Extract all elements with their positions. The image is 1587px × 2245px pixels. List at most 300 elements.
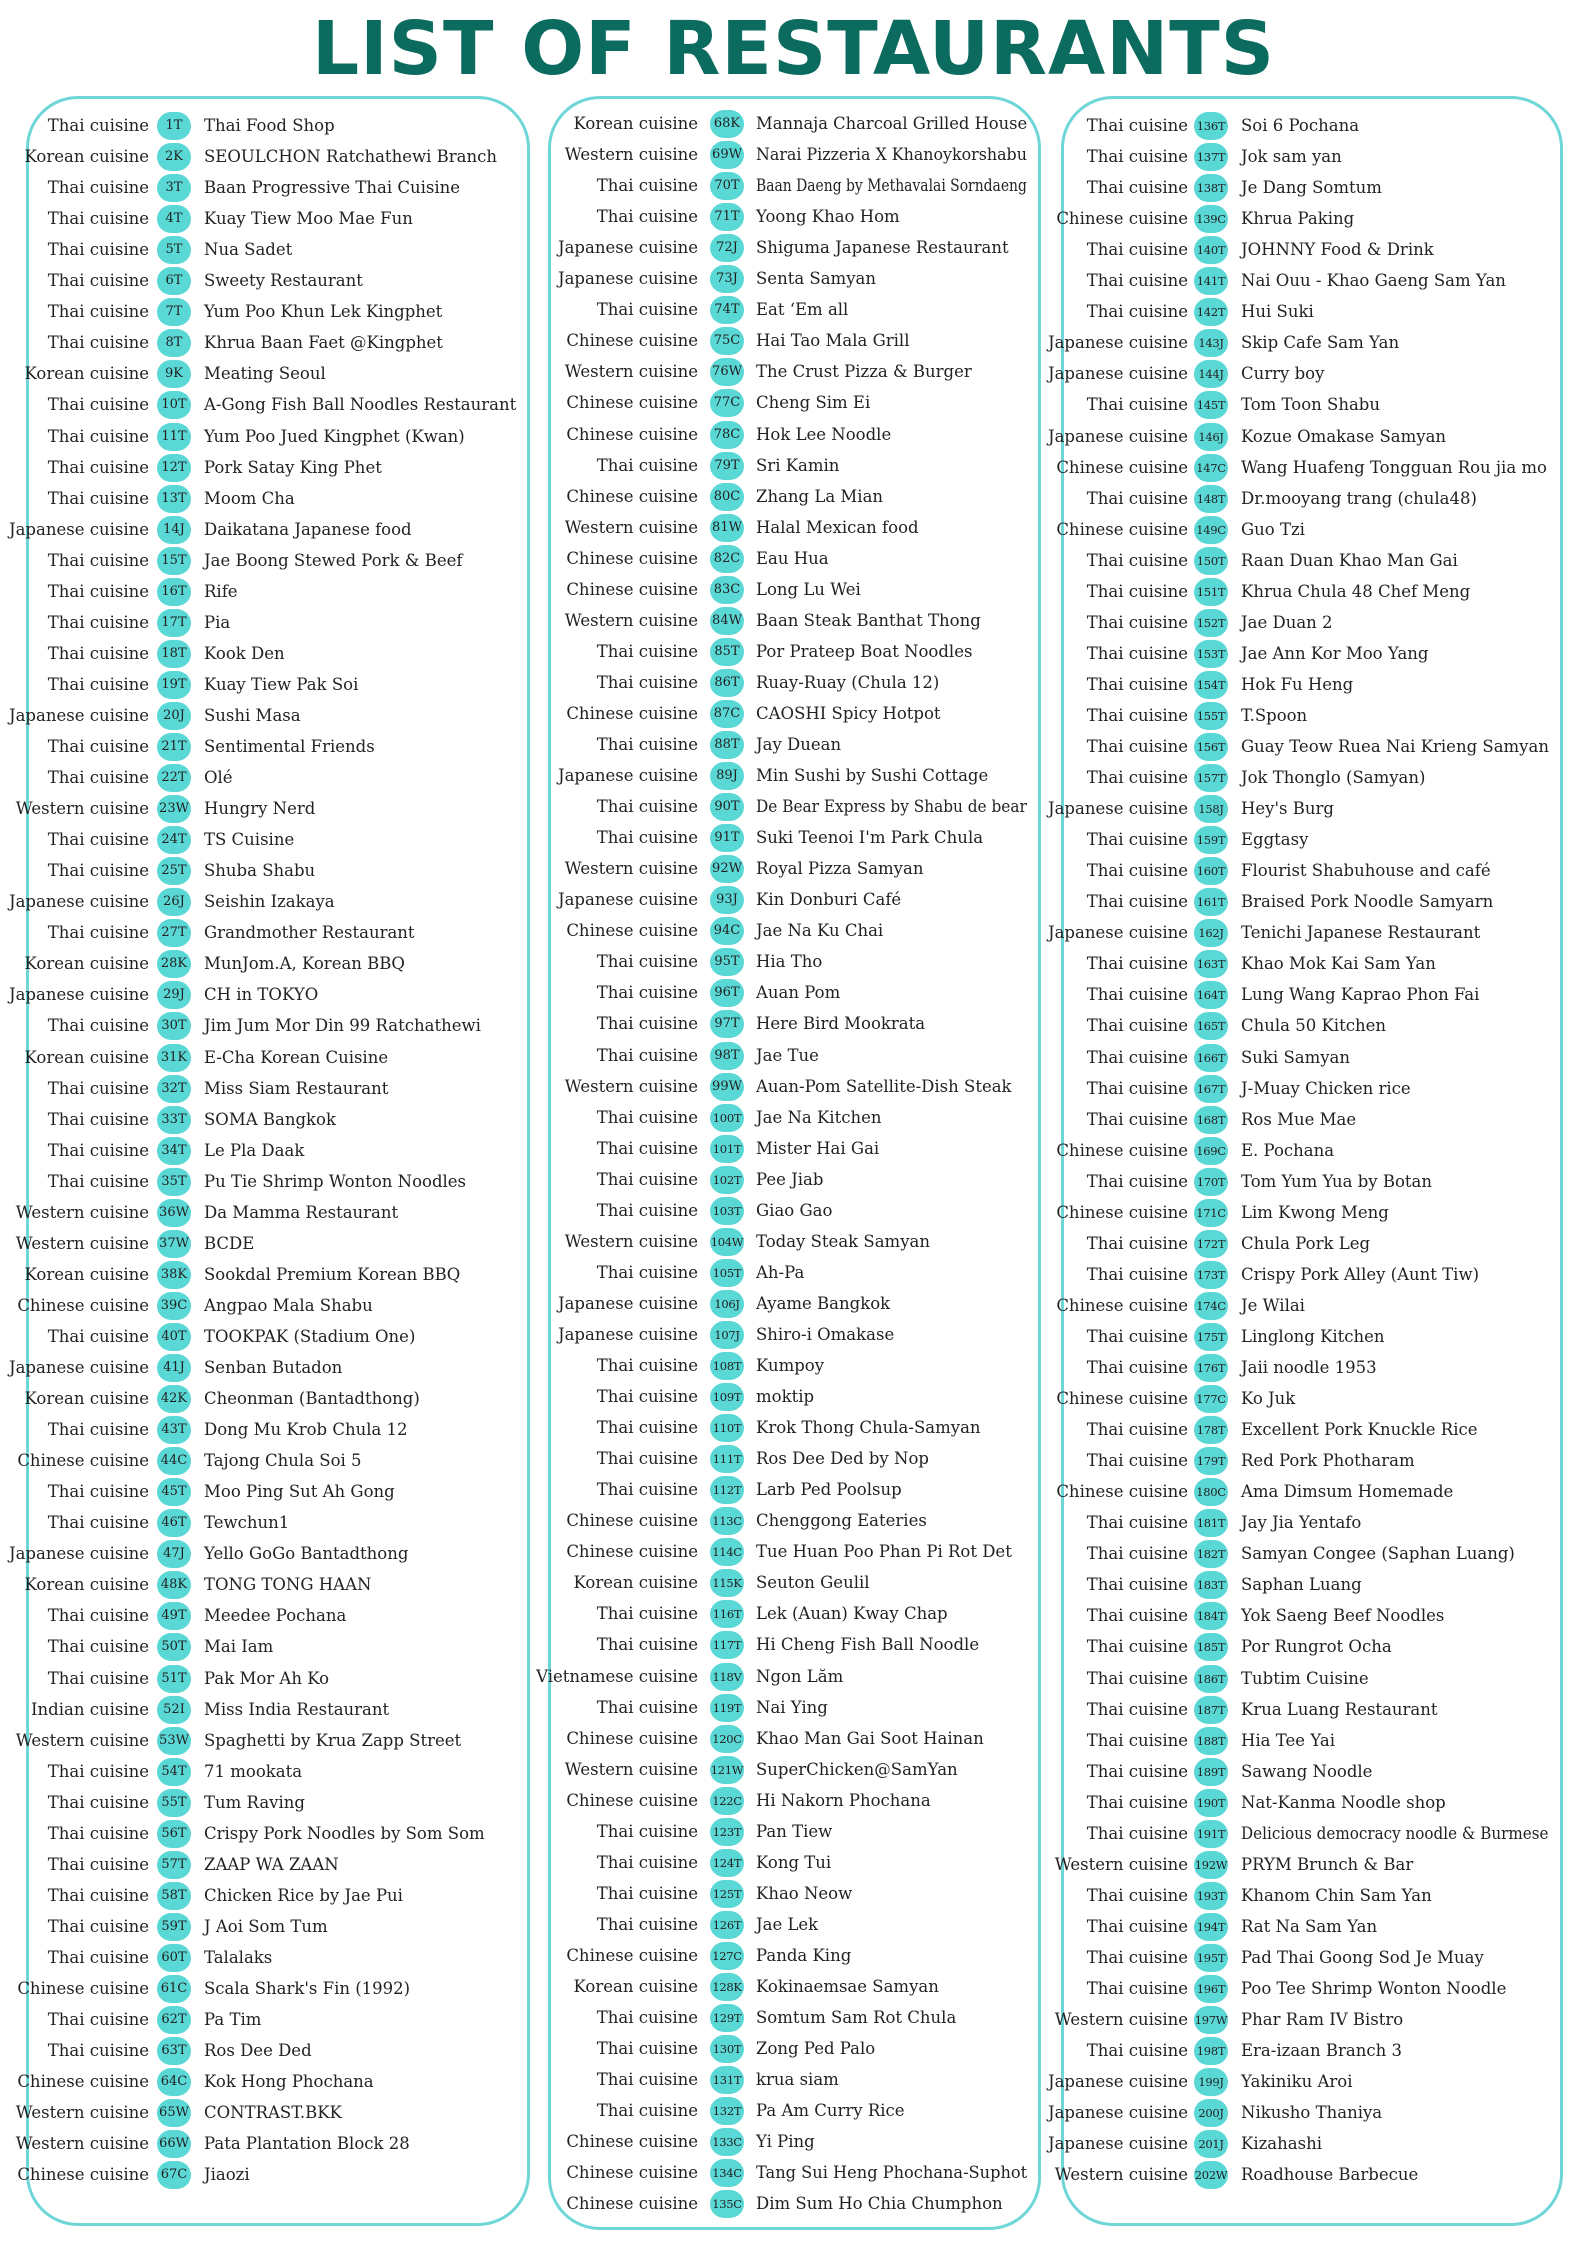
restaurant-code-badge: 38K	[157, 1261, 191, 1289]
restaurant-code-badge: 52I	[157, 1696, 191, 1724]
restaurant-name: Cheng Sim Ei	[756, 393, 871, 413]
restaurant-code-badge: 155T	[1194, 702, 1228, 730]
cuisine-label: Thai cuisine	[1086, 240, 1188, 260]
restaurant-code-badge: 152T	[1194, 609, 1228, 637]
restaurant-code-badge: 88T	[710, 731, 744, 759]
restaurant-name: Jay Jia Yentafo	[1241, 1513, 1362, 1533]
restaurant-code-badge: 76W	[710, 358, 744, 386]
restaurant-name: Tum Raving	[204, 1792, 305, 1812]
cuisine-label: Thai cuisine	[1086, 1451, 1188, 1471]
restaurant-code-badge: 91T	[710, 824, 744, 852]
restaurant-name: Pata Plantation Block 28	[204, 2134, 410, 2154]
restaurant-code-badge: 53W	[157, 1727, 191, 1755]
restaurant-code-badge: 146J	[1194, 423, 1228, 451]
restaurant-code-badge: 167T	[1194, 1075, 1228, 1103]
cuisine-label: Thai cuisine	[47, 1606, 149, 1626]
restaurant-name: Curry boy	[1241, 364, 1325, 384]
restaurant-code-badge: 161T	[1194, 888, 1228, 916]
cuisine-label: Western cuisine	[564, 1231, 698, 1251]
cuisine-label: Thai cuisine	[47, 2041, 149, 2061]
restaurant-name: Ros Mue Mae	[1241, 1109, 1357, 1129]
restaurant-code-badge: 80C	[710, 483, 744, 511]
restaurant-code-badge: 105T	[710, 1259, 744, 1287]
cuisine-label: Japanese cuisine	[1047, 364, 1188, 384]
cuisine-label: Thai cuisine	[596, 641, 698, 661]
restaurant-code-badge: 79T	[710, 452, 744, 480]
restaurant-code-badge: 173T	[1194, 1261, 1228, 1289]
cuisine-label: Thai cuisine	[1086, 1078, 1188, 1098]
restaurant-name: A-Gong Fish Ball Noodles Restaurant	[204, 395, 517, 415]
restaurant-code-badge: 108T	[710, 1352, 744, 1380]
cuisine-label: Chinese cuisine	[566, 2194, 698, 2214]
restaurant-code-badge: 196T	[1194, 1975, 1228, 2003]
cuisine-label: Japanese cuisine	[1047, 799, 1188, 819]
cuisine-label: Thai cuisine	[47, 1792, 149, 1812]
restaurant-name: Tubtim Cuisine	[1241, 1668, 1369, 1688]
restaurant-name: Auan-Pom Satellite-Dish Steak	[756, 1076, 1012, 1096]
restaurant-code-badge: 75C	[710, 327, 744, 355]
cuisine-label: Thai cuisine	[1086, 1326, 1188, 1346]
restaurant-code-badge: 153T	[1194, 640, 1228, 668]
restaurant-code-badge: 189T	[1194, 1758, 1228, 1786]
cuisine-label: Korean cuisine	[573, 1573, 698, 1593]
cuisine-label: Thai cuisine	[1086, 1823, 1188, 1843]
restaurant-code-badge: 111T	[710, 1445, 744, 1473]
restaurant-code-badge: 44C	[157, 1447, 191, 1475]
restaurant-name: Ayame Bangkok	[756, 1293, 891, 1313]
restaurant-code-badge: 147C	[1194, 454, 1228, 482]
cuisine-label: Thai cuisine	[47, 1668, 149, 1688]
cuisine-label: Korean cuisine	[24, 1047, 149, 1067]
restaurant-name: SuperChicken@SamYan	[756, 1759, 958, 1779]
cuisine-label: Chinese cuisine	[566, 424, 698, 444]
restaurant-code-badge: 127C	[710, 1942, 744, 1970]
restaurant-code-badge: 8T	[157, 329, 191, 357]
restaurant-code-badge: 26J	[157, 888, 191, 916]
cuisine-label: Thai cuisine	[596, 1169, 698, 1189]
restaurant-name: Sweety Restaurant	[204, 271, 363, 291]
restaurant-name: Ama Dimsum Homemade	[1241, 1482, 1454, 1502]
cuisine-label: Thai cuisine	[1086, 643, 1188, 663]
cuisine-label: Thai cuisine	[1086, 830, 1188, 850]
restaurant-name: Poo Tee Shrimp Wonton Noodle	[1241, 1979, 1507, 1998]
restaurant-code-badge: 181T	[1194, 1509, 1228, 1537]
cuisine-label: Japanese cuisine	[1047, 426, 1188, 446]
restaurant-code-badge: 193T	[1194, 1882, 1228, 1910]
restaurant-code-badge: 186T	[1194, 1665, 1228, 1693]
restaurant-name: Jae Duan 2	[1241, 612, 1333, 632]
restaurant-name: TONG TONG HAAN	[204, 1575, 372, 1595]
restaurant-code-badge: 184T	[1194, 1602, 1228, 1630]
cuisine-label: Thai cuisine	[47, 271, 149, 291]
cuisine-label: Japanese cuisine	[8, 985, 149, 1005]
restaurant-name: Hey's Burg	[1241, 799, 1334, 819]
restaurant-code-badge: 35T	[157, 1168, 191, 1196]
restaurant-name: Lung Wang Kaprao Phon Fai	[1241, 985, 1480, 1005]
restaurant-code-badge: 123T	[710, 1818, 744, 1846]
cuisine-label: Thai cuisine	[47, 2010, 149, 2030]
cuisine-label: Western cuisine	[564, 610, 698, 630]
restaurant-name: Phar Ram IV Bistro	[1241, 2010, 1404, 2030]
cuisine-label: Thai cuisine	[47, 768, 149, 788]
cuisine-label: Thai cuisine	[596, 300, 698, 320]
restaurant-code-badge: 28K	[157, 950, 191, 978]
cuisine-label: Thai cuisine	[596, 2039, 698, 2059]
restaurant-code-badge: 110T	[710, 1414, 744, 1442]
restaurant-code-badge: 21T	[157, 733, 191, 761]
restaurant-name: Rife	[204, 581, 238, 601]
cuisine-label: Thai cuisine	[1086, 1885, 1188, 1905]
restaurant-code-badge: 145T	[1194, 391, 1228, 419]
cuisine-label: Korean cuisine	[24, 364, 149, 384]
restaurant-name: Suki Samyan	[1241, 1047, 1351, 1067]
restaurant-code-badge: 104W	[710, 1228, 744, 1256]
restaurant-code-badge: 201J	[1194, 2130, 1228, 2158]
restaurant-code-badge: 129T	[710, 2004, 744, 2032]
cuisine-label: Thai cuisine	[47, 1916, 149, 1936]
restaurant-name: Kozue Omakase Samyan	[1241, 426, 1447, 446]
restaurant-code-badge: 137T	[1194, 143, 1228, 171]
restaurant-name: Kong Tui	[756, 1852, 832, 1872]
restaurant-name: ZAAP WA ZAAN	[204, 1854, 339, 1874]
cuisine-label: Thai cuisine	[596, 983, 698, 1003]
restaurant-name: Sri Kamin	[756, 455, 840, 475]
restaurant-name: Jim Jum Mor Din 99 Ratchathewi	[204, 1016, 481, 1036]
cuisine-label: Western cuisine	[15, 1233, 149, 1253]
restaurant-name: Narai Pizzeria X Khanoykorshabu	[756, 145, 1027, 165]
restaurant-code-badge: 33T	[157, 1106, 191, 1134]
restaurant-code-badge: 126T	[710, 1911, 744, 1939]
restaurant-name: Kizahashi	[1241, 2134, 1322, 2154]
restaurant-name: Era-izaan Branch 3	[1241, 2041, 1402, 2061]
restaurant-code-badge: 6T	[157, 267, 191, 295]
restaurant-code-badge: 51T	[157, 1665, 191, 1693]
restaurant-name: moktip	[756, 1387, 815, 1407]
restaurant-name: Grandmother Restaurant	[204, 923, 415, 943]
restaurant-name: Hia Tee Yai	[1241, 1730, 1335, 1750]
cuisine-label: Thai cuisine	[596, 672, 698, 692]
restaurant-code-badge: 14J	[157, 516, 191, 544]
restaurant-code-badge: 29J	[157, 981, 191, 1009]
restaurant-code-badge: 154T	[1194, 671, 1228, 699]
cuisine-label: Japanese cuisine	[1047, 333, 1188, 353]
restaurant-name: Crispy Pork Noodles by Som Som	[204, 1823, 485, 1843]
cuisine-label: Thai cuisine	[1086, 147, 1188, 167]
restaurant-name: Ros Dee Ded	[204, 2041, 312, 2061]
restaurant-name: Da Mamma Restaurant	[204, 1202, 399, 1222]
restaurant-name: Pork Satay King Phet	[204, 457, 382, 477]
restaurant-code-badge: 118V	[710, 1663, 744, 1691]
restaurant-code-badge: 58T	[157, 1882, 191, 1910]
restaurant-code-badge: 106J	[710, 1290, 744, 1318]
cuisine-label: Western cuisine	[564, 1076, 698, 1096]
restaurant-name: Jae Ann Kor Moo Yang	[1241, 643, 1429, 663]
cuisine-label: Thai cuisine	[1086, 612, 1188, 632]
cuisine-label: Thai cuisine	[1086, 705, 1188, 725]
cuisine-label: Thai cuisine	[596, 2008, 698, 2028]
restaurant-name: Khao Man Gai Soot Hainan	[756, 1728, 984, 1748]
restaurant-name: Hungry Nerd	[204, 799, 316, 819]
cuisine-label: Chinese cuisine	[17, 2072, 149, 2092]
restaurant-code-badge: 164T	[1194, 981, 1228, 1009]
cuisine-label: Thai cuisine	[47, 830, 149, 850]
restaurant-name: CAOSHI Spicy Hotpot	[756, 703, 941, 723]
restaurant-name: Ngon Lăm	[756, 1666, 844, 1686]
restaurant-name: Chicken Rice by Jae Pui	[204, 1885, 403, 1905]
cuisine-label: Thai cuisine	[596, 735, 698, 754]
cuisine-label: Korean cuisine	[573, 114, 698, 133]
cuisine-label: Thai cuisine	[47, 861, 149, 881]
restaurant-code-badge: 133C	[710, 2128, 744, 2156]
cuisine-label: Thai cuisine	[596, 1697, 698, 1717]
cuisine-label: Chinese cuisine	[566, 486, 698, 506]
restaurant-name: Kook Den	[204, 643, 285, 663]
cuisine-label: Japanese cuisine	[8, 519, 149, 539]
restaurant-name: Kokinaemsae Samyan	[756, 1977, 939, 1996]
cuisine-label: Chinese cuisine	[566, 703, 698, 723]
cuisine-label: Thai cuisine	[596, 952, 698, 972]
cuisine-label: Thai cuisine	[1086, 1979, 1188, 1998]
restaurant-name: Long Lu Wei	[756, 579, 861, 599]
restaurant-name: Baan Steak Banthat Thong	[756, 610, 981, 630]
cuisine-label: Thai cuisine	[47, 457, 149, 477]
cuisine-label: Western cuisine	[15, 799, 149, 819]
cuisine-label: Western cuisine	[15, 1730, 149, 1750]
restaurant-name: Chenggong Eateries	[756, 1511, 927, 1531]
cuisine-label: Thai cuisine	[1086, 1792, 1188, 1812]
restaurant-code-badge: 40T	[157, 1323, 191, 1351]
restaurant-name: Daikatana Japanese food	[204, 519, 412, 539]
restaurant-code-badge: 107J	[710, 1321, 744, 1349]
restaurant-code-badge: 163T	[1194, 950, 1228, 978]
restaurant-code-badge: 194T	[1194, 1913, 1228, 1941]
restaurant-code-badge: 77C	[710, 389, 744, 417]
restaurant-code-badge: 13T	[157, 485, 191, 513]
cuisine-label: Thai cuisine	[47, 550, 149, 570]
cuisine-label: Chinese cuisine	[1056, 209, 1188, 229]
cuisine-label: Western cuisine	[564, 517, 698, 537]
restaurant-name: J-Muay Chicken rice	[1241, 1078, 1411, 1098]
restaurant-code-badge: 78C	[710, 421, 744, 449]
restaurant-code-badge: 87C	[710, 700, 744, 728]
restaurant-name: Guay Teow Ruea Nai Krieng Samyan	[1241, 737, 1549, 756]
restaurant-name: Meating Seoul	[204, 364, 326, 384]
cuisine-label: Korean cuisine	[573, 1977, 698, 1996]
restaurant-name: Dim Sum Ho Chia Chumphon	[756, 2194, 1003, 2214]
restaurant-code-badge: 81W	[710, 514, 744, 542]
restaurant-name: Yum Poo Jued Kingphet (Kwan)	[204, 426, 465, 446]
cuisine-label: Thai cuisine	[1086, 581, 1188, 601]
restaurant-name: TS Cuisine	[204, 830, 295, 850]
restaurant-code-badge: 10T	[157, 391, 191, 419]
cuisine-label: Thai cuisine	[1086, 1109, 1188, 1129]
cuisine-label: Thai cuisine	[47, 178, 149, 198]
cuisine-label: Japanese cuisine	[557, 269, 698, 289]
cuisine-label: Chinese cuisine	[566, 331, 698, 351]
cuisine-label: Thai cuisine	[1086, 768, 1188, 788]
restaurant-name: Min Sushi by Sushi Cottage	[756, 766, 989, 786]
cuisine-label: Thai cuisine	[1086, 1420, 1188, 1440]
restaurant-name: krua siam	[756, 2070, 839, 2090]
cuisine-label: Chinese cuisine	[566, 548, 698, 568]
restaurant-code-badge: 141T	[1194, 267, 1228, 295]
restaurant-code-badge: 11T	[157, 423, 191, 451]
cuisine-label: Thai cuisine	[1086, 1047, 1188, 1067]
restaurant-code-badge: 96T	[710, 979, 744, 1007]
restaurant-code-badge: 42K	[157, 1385, 191, 1413]
restaurant-name: Chula Pork Leg	[1241, 1233, 1371, 1253]
restaurant-code-badge: 61C	[157, 1975, 191, 2003]
restaurant-name: Royal Pizza Samyan	[756, 859, 924, 879]
restaurant-name: Khrua Chula 48 Chef Meng	[1241, 581, 1471, 601]
cuisine-label: Japanese cuisine	[1047, 923, 1188, 943]
restaurant-name: Tenichi Japanese Restaurant	[1241, 923, 1481, 943]
restaurant-name: Jok sam yan	[1241, 147, 1342, 167]
cuisine-label: Thai cuisine	[596, 1883, 698, 1903]
cuisine-label: Chinese cuisine	[566, 1511, 698, 1531]
restaurant-code-badge: 82C	[710, 545, 744, 573]
cuisine-label: Thai cuisine	[47, 240, 149, 260]
cuisine-label: Thai cuisine	[47, 1326, 149, 1346]
cuisine-label: Thai cuisine	[47, 612, 149, 632]
restaurant-code-badge: 176T	[1194, 1354, 1228, 1382]
cuisine-label: Thai cuisine	[47, 643, 149, 663]
restaurant-code-badge: 74T	[710, 296, 744, 324]
cuisine-label: Thai cuisine	[47, 1016, 149, 1036]
restaurant-name: Pa Am Curry Rice	[756, 2101, 905, 2121]
restaurant-code-badge: 148T	[1194, 485, 1228, 513]
cuisine-label: Thai cuisine	[1086, 1016, 1188, 1036]
restaurant-code-badge: 136T	[1194, 112, 1228, 140]
restaurant-code-badge: 32T	[157, 1075, 191, 1103]
restaurant-code-badge: 34T	[157, 1137, 191, 1165]
restaurant-code-badge: 15T	[157, 547, 191, 575]
restaurant-code-badge: 134C	[710, 2159, 744, 2187]
restaurant-code-badge: 139C	[1194, 205, 1228, 233]
cuisine-label: Japanese cuisine	[1047, 2134, 1188, 2154]
cuisine-label: Japanese cuisine	[557, 1324, 698, 1344]
restaurant-code-badge: 17T	[157, 609, 191, 637]
restaurant-code-badge: 180C	[1194, 1478, 1228, 1506]
restaurant-name: Pan Tiew	[756, 1821, 833, 1841]
cuisine-label: Western cuisine	[1054, 2165, 1188, 2185]
restaurant-code-badge: 132T	[710, 2097, 744, 2125]
cuisine-label: Thai cuisine	[47, 1637, 149, 1657]
restaurant-name: De Bear Express by Shabu de bear	[756, 797, 1027, 817]
restaurant-code-badge: 172T	[1194, 1230, 1228, 1258]
cuisine-label: Thai cuisine	[596, 1014, 698, 1034]
restaurant-name: Pa Tim	[204, 2010, 262, 2030]
restaurant-code-badge: 45T	[157, 1478, 191, 1506]
restaurant-name: Spaghetti by Krua Zapp Street	[204, 1730, 462, 1750]
restaurant-code-badge: 83C	[710, 576, 744, 604]
cuisine-label: Thai cuisine	[47, 1885, 149, 1905]
restaurant-name: Rat Na Sam Yan	[1241, 1916, 1378, 1936]
restaurant-code-badge: 191T	[1194, 1820, 1228, 1848]
restaurant-code-badge: 46T	[157, 1509, 191, 1537]
restaurant-name: PRYM Brunch & Bar	[1241, 1854, 1414, 1874]
cuisine-label: Chinese cuisine	[1056, 1140, 1188, 1160]
restaurant-name: Tom Yum Yua by Botan	[1241, 1171, 1432, 1191]
restaurant-code-badge: 149C	[1194, 516, 1228, 544]
restaurant-name: Somtum Sam Rot Chula	[756, 2008, 957, 2028]
restaurant-name: Pad Thai Goong Sod Je Muay	[1241, 1947, 1484, 1967]
restaurant-code-badge: 70T	[710, 172, 744, 200]
cuisine-label: Chinese cuisine	[1056, 1295, 1188, 1315]
restaurant-code-badge: 116T	[710, 1600, 744, 1628]
restaurant-code-badge: 93J	[710, 886, 744, 914]
restaurant-code-badge: 182T	[1194, 1540, 1228, 1568]
restaurant-code-badge: 67C	[157, 2161, 191, 2189]
cuisine-label: Thai cuisine	[596, 1635, 698, 1655]
restaurant-code-badge: 195T	[1194, 1944, 1228, 1972]
restaurant-name: Yok Saeng Beef Noodles	[1241, 1606, 1445, 1626]
restaurant-code-badge: 125T	[710, 1880, 744, 1908]
cuisine-label: Chinese cuisine	[1056, 457, 1188, 477]
cuisine-label: Thai cuisine	[1086, 1358, 1188, 1377]
cuisine-label: Thai cuisine	[596, 207, 698, 227]
restaurant-code-badge: 37W	[157, 1230, 191, 1258]
restaurant-name: Shuba Shabu	[204, 861, 316, 881]
restaurant-name: Cheonman (Bantadthong)	[204, 1389, 420, 1409]
restaurant-name: Panda King	[756, 1945, 852, 1965]
restaurant-name: Halal Mexican food	[756, 517, 919, 537]
restaurant-code-badge: 71T	[710, 203, 744, 231]
restaurant-code-badge: 121W	[710, 1756, 744, 1784]
restaurant-name: Sawang Noodle	[1241, 1761, 1373, 1781]
restaurant-code-badge: 102T	[710, 1166, 744, 1194]
cuisine-label: Chinese cuisine	[566, 1945, 698, 1965]
cuisine-label: Japanese cuisine	[8, 1358, 149, 1377]
cuisine-label: Thai cuisine	[1086, 178, 1188, 198]
restaurant-code-badge: 158J	[1194, 795, 1228, 823]
restaurant-name: CONTRAST.BKK	[204, 2103, 342, 2123]
restaurant-name: Ruay-Ruay (Chula 12)	[756, 672, 940, 692]
restaurant-name: Saphan Luang	[1241, 1575, 1362, 1595]
restaurant-name: Today Steak Samyan	[756, 1231, 930, 1251]
restaurant-code-badge: 190T	[1194, 1789, 1228, 1817]
restaurant-code-badge: 140T	[1194, 236, 1228, 264]
restaurant-name: Dr.mooyang trang (chula48)	[1241, 488, 1477, 508]
cuisine-label: Japanese cuisine	[557, 766, 698, 786]
restaurant-code-badge: 187T	[1194, 1696, 1228, 1724]
restaurant-code-badge: 175T	[1194, 1323, 1228, 1351]
restaurant-code-badge: 120C	[710, 1725, 744, 1753]
cuisine-label: Vietnamese cuisine	[536, 1666, 698, 1686]
cuisine-label: Thai cuisine	[596, 176, 698, 196]
restaurant-code-badge: 115K	[710, 1569, 744, 1597]
restaurant-name: Hia Tho	[756, 952, 823, 972]
restaurant-column-1	[26, 96, 530, 2226]
cuisine-label: Thai cuisine	[1086, 1544, 1188, 1564]
restaurant-code-badge: 30T	[157, 1012, 191, 1040]
restaurant-name: Meedee Pochana	[204, 1606, 347, 1626]
restaurant-name: Excellent Pork Knuckle Rice	[1241, 1420, 1478, 1440]
restaurant-name: Hok Lee Noodle	[756, 424, 892, 444]
cuisine-label: Thai cuisine	[1086, 1637, 1188, 1657]
restaurant-code-badge: 50T	[157, 1633, 191, 1661]
cuisine-label: Western cuisine	[564, 859, 698, 879]
cuisine-label: Western cuisine	[564, 1759, 698, 1779]
cuisine-label: Thai cuisine	[47, 1854, 149, 1874]
restaurant-name: Tajong Chula Soi 5	[204, 1451, 362, 1471]
restaurant-code-badge: 199J	[1194, 2068, 1228, 2096]
cuisine-label: Thai cuisine	[596, 1852, 698, 1872]
restaurant-name: Khao Neow	[756, 1883, 853, 1903]
restaurant-code-badge: 7T	[157, 298, 191, 326]
restaurant-code-badge: 183T	[1194, 1571, 1228, 1599]
restaurant-name: CH in TOKYO	[204, 985, 319, 1005]
